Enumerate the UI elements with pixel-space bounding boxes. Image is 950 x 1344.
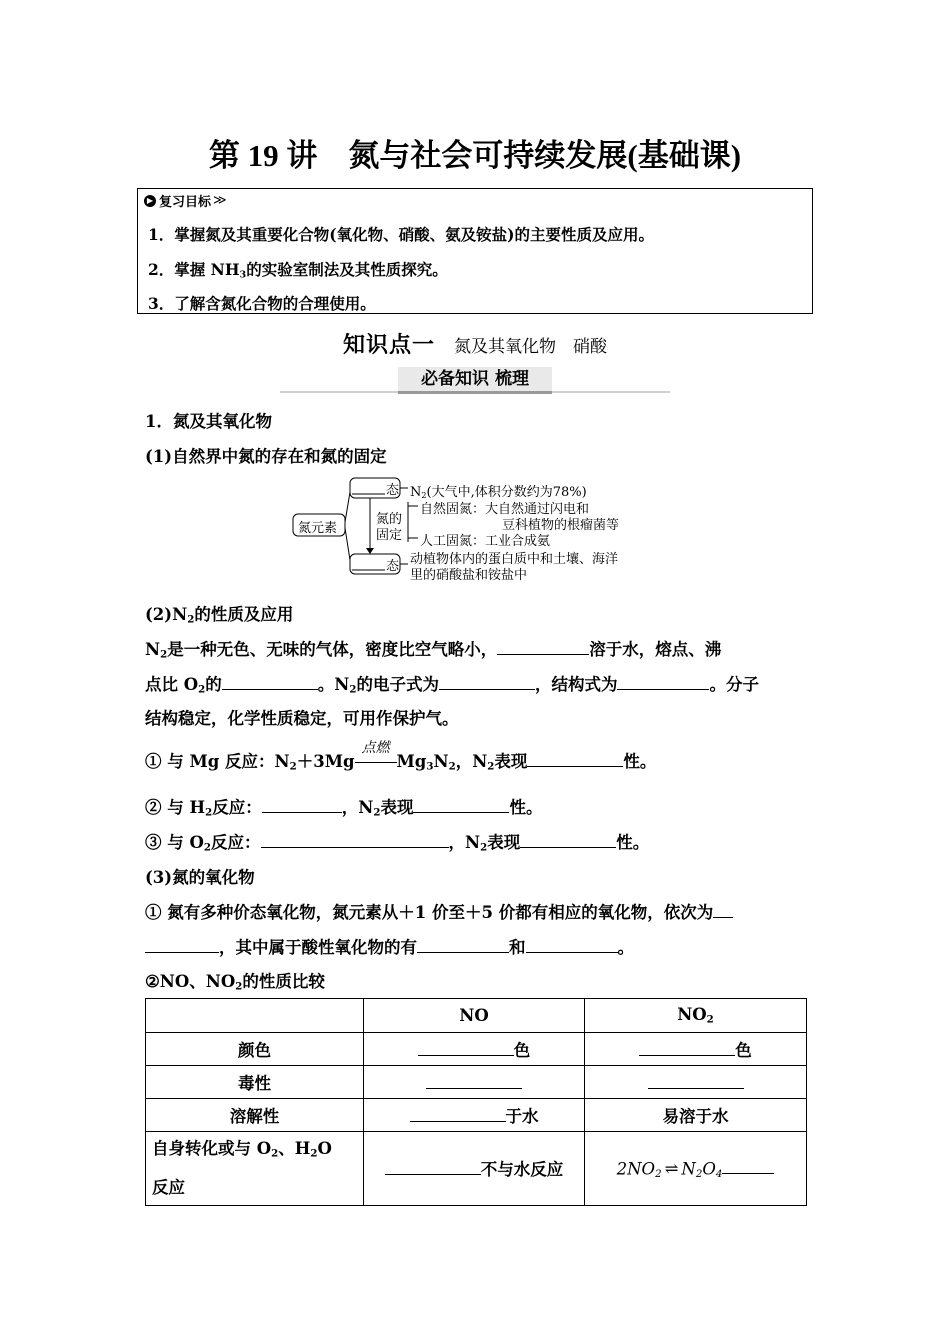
diagram-fix-label-2: 固定 — [376, 528, 403, 543]
n2-property-line-3: 结构稳定，化学性质稳定，可用作保护气。 — [145, 709, 459, 728]
cell-no2-reaction: $2NO_2$ ⇌ $N_2O_4$ — [585, 1132, 807, 1206]
blank-no2-toxicity[interactable] — [648, 1071, 744, 1089]
goal-item-2: 2．掌握 $NH_3$的实验室制法及其性质探究。 — [148, 260, 448, 281]
review-goals-tag — [144, 191, 227, 210]
blank-acidic-oxide-2[interactable] — [526, 936, 618, 954]
row-label-reaction: 自身转化或与 $O_2$、$H_2O$ 反应 — [146, 1132, 364, 1206]
table-row — [146, 1066, 807, 1099]
table-row — [146, 1099, 807, 1132]
blank-electron-formula[interactable] — [439, 673, 535, 691]
review-goals-box — [137, 188, 813, 314]
table-header-empty — [146, 999, 364, 1033]
cell-no-solubility: 于水 — [364, 1099, 585, 1132]
blank-no-reaction[interactable] — [385, 1158, 481, 1176]
cell-no-reaction: 不与水反应 — [364, 1132, 585, 1206]
section-heading-1: 1．氮及其氧化物 — [145, 412, 272, 431]
section-band — [280, 363, 670, 393]
blank-no-color[interactable] — [418, 1039, 514, 1057]
blank-h2-property[interactable] — [413, 796, 509, 814]
reaction-with-o2: ③ 与 $O_2$反应： ，$N_2$表现 性。 — [145, 829, 649, 854]
band-label: 必备知识 梳理 — [398, 367, 552, 394]
blank-no2-color[interactable] — [639, 1039, 735, 1057]
cell-no2-solubility: 易溶于水 — [585, 1099, 807, 1132]
reaction-arrow: 点燃 — [355, 752, 397, 771]
blank-mg-property[interactable] — [527, 750, 623, 768]
oxides-comparison-heading: ②NO、$NO_2$的性质比较 — [145, 972, 325, 993]
review-goals-label: 复习目标 — [159, 195, 212, 210]
blank-structural-formula[interactable] — [617, 673, 709, 691]
table-row — [146, 1132, 807, 1206]
diagram-state-top: 态 — [386, 483, 400, 498]
goal-item-3: 3．了解含氮化合物的合理使用。 — [148, 294, 376, 313]
blank-melting-point[interactable] — [222, 673, 318, 691]
reaction-with-mg: ① 与 Mg 反应：$N_2+3Mg$ 点燃 $Mg_3N_2$，$N_2$表现 性。 — [145, 740, 657, 773]
subsection-heading-1-3: (3)氮的氧化物 — [145, 868, 255, 887]
blank-oxides-list[interactable] — [145, 936, 219, 954]
knowledge-point-heading — [0, 328, 950, 359]
diagram-n2-desc: $N_2$(大气中,体积分数约为78%) — [410, 485, 587, 500]
play-icon: ▶ — [144, 195, 156, 207]
blank-no2-reaction[interactable] — [722, 1157, 774, 1175]
subsection-heading-1-1: (1)自然界中氮的存在和氮的固定 — [145, 447, 387, 466]
blank-solubility[interactable] — [497, 638, 589, 656]
diagram-bottom-desc-2: 里的硝酸盐和铵盐中 — [410, 568, 528, 583]
cell-no2-toxicity — [585, 1066, 807, 1099]
blank-h2-equation[interactable] — [262, 796, 342, 814]
diagram-fix-label-1: 氮的 — [376, 512, 403, 527]
double-chevron-icon: ≫ — [213, 193, 227, 208]
table-row — [146, 1033, 807, 1066]
blank-acidic-oxide-1[interactable] — [417, 936, 509, 954]
table-header-no: NO — [364, 999, 585, 1033]
nitrogen-cycle-diagram — [290, 472, 670, 584]
oxides-line-2: ，其中属于酸性氧化物的有 和 。 — [145, 934, 634, 958]
diagram-natural-fix-2: 豆科植物的根瘤菌等 — [502, 518, 620, 533]
row-label-solubility: 溶解性 — [146, 1099, 364, 1132]
blank-oxides-list-start[interactable] — [713, 901, 733, 919]
row-label-toxicity: 毒性 — [146, 1066, 364, 1099]
no-no2-comparison-table — [145, 998, 807, 1206]
table-row — [146, 999, 807, 1033]
row-label-color: 颜色 — [146, 1033, 364, 1066]
goal-item-1: 1．掌握氮及其重要化合物(氧化物、硝酸、氨及铵盐)的主要性质及应用。 — [148, 225, 654, 244]
knowledge-point-topic: 氮及其氧化物 硝酸 — [454, 337, 608, 357]
diagram-artificial-fix: 人工固氮：工业合成氨 — [420, 534, 551, 549]
diagram-root: 氮元素 — [298, 521, 338, 536]
page-title: 第 19 讲 氮与社会可持续发展(基础课) — [208, 138, 742, 173]
subsection-heading-1-2: $(2)N_2$的性质及应用 — [145, 605, 294, 626]
n2-property-line-2: 点比 $O_2$的 。$N_2$的电子式为 ，结构式为 。分子 — [145, 671, 759, 696]
table-header-no2: $NO_2$ — [585, 999, 807, 1033]
blank-o2-equation[interactable] — [261, 831, 449, 849]
blank-o2-property[interactable] — [520, 831, 616, 849]
cell-no-color: 色 — [364, 1033, 585, 1066]
diagram-natural-fix: 自然固氮：大自然通过闪电和 — [420, 502, 590, 517]
knowledge-point-number: 知识点一 — [342, 333, 435, 358]
diagram-bottom-desc-1: 动植物体内的蛋白质中和土壤、海洋 — [410, 552, 619, 567]
diagram-state-bottom: 态 — [386, 559, 400, 574]
cell-no2-color: 色 — [585, 1033, 807, 1066]
oxides-line-1: ① 氮有多种价态氧化物，氮元素从＋1 价至＋5 价都有相应的氧化物，依次为 — [145, 899, 733, 923]
blank-no-solubility[interactable] — [410, 1105, 506, 1123]
cell-no-toxicity — [364, 1066, 585, 1099]
reaction-with-h2: ② 与 $H_2$反应： ，$N_2$表现 性。 — [145, 794, 542, 819]
blank-no-toxicity[interactable] — [426, 1071, 522, 1089]
n2-property-line-1: $N_2$是一种无色、无味的气体，密度比空气略小， 溶于水，熔点、沸 — [145, 636, 721, 661]
